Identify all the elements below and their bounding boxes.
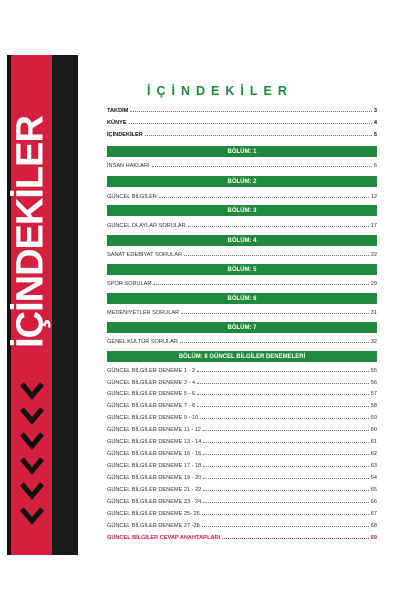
toc-entry[interactable]: GÜNCEL BİLGİLER DENEME 1 - 2 55: [107, 368, 377, 374]
section-header: BÖLÜM: 7: [107, 322, 377, 333]
toc-entry-answer-key[interactable]: GÜNCEL BİLGİLER CEVAP ANAHTARLARI 69: [107, 535, 377, 541]
toc-entry[interactable]: MEDENİYETLER SORULAR 31: [107, 310, 377, 316]
section-header: BÖLÜM: 6: [107, 293, 377, 304]
chevron-down-icon: [20, 430, 44, 454]
sidebar-vertical-title: İÇİNDEKİLER: [9, 116, 52, 348]
toc-entry[interactable]: SPOR SORULAR 29: [107, 281, 377, 287]
section-header: BÖLÜM: 5: [107, 264, 377, 275]
toc-entry[interactable]: İNSAN HAKLARI 6: [107, 163, 377, 169]
sidebar-banner: [7, 55, 78, 555]
chevron-down-icon: [20, 405, 44, 429]
toc-entry[interactable]: GÜNCEL BİLGİLER DENEME 7 - 8 58: [107, 403, 377, 409]
toc-entry[interactable]: GÜNCEL BİLGİLER DENEME 27 -28 68: [107, 523, 377, 529]
section-header: BÖLÜM: 2: [107, 176, 377, 187]
toc-entry[interactable]: SANAT EDEBİYAT SORULAR 22: [107, 252, 377, 258]
page-title: İÇİNDEKİLER: [147, 84, 293, 98]
toc-entry[interactable]: GÜNCEL BİLGİLER DENEME 5 - 6 57: [107, 391, 377, 397]
toc-entry[interactable]: GÜNCEL OLAYLAR SORULAR 17: [107, 223, 377, 229]
chevron-down-icon: [20, 380, 44, 404]
section-header: BÖLÜM: 4: [107, 235, 377, 246]
section-header: BÖLÜM: 3: [107, 205, 377, 216]
toc-entry[interactable]: GÜNCEL BİLGİLER DENEME 13 - 14 61: [107, 439, 377, 445]
toc-entry[interactable]: KÜNYE 4: [107, 120, 377, 126]
chevron-down-icon: [20, 505, 44, 529]
toc-entry[interactable]: GÜNCEL BİLGİLER DENEME 3 - 4 56: [107, 380, 377, 386]
section-header: BÖLÜM: 1: [107, 146, 377, 157]
toc-entry[interactable]: GÜNCEL BİLGİLER DENEME 9 - 10 59: [107, 415, 377, 421]
chevron-down-icon: [20, 480, 44, 504]
toc-entry[interactable]: TAKDİM 3: [107, 108, 377, 114]
toc-entry[interactable]: GÜNCEL BİLGİLER DENEME 25- 26 67: [107, 511, 377, 517]
section-header: BÖLÜM: 8 GÜNCEL BİLGİLER DENEMELERİ: [107, 351, 377, 362]
toc-entry[interactable]: İÇİNDEKİLER 5: [107, 132, 377, 138]
chevron-down-icon: [20, 455, 44, 479]
toc-entry[interactable]: GÜNCEL BİLGİLER DENEME 23 - 24 66: [107, 499, 377, 505]
toc-entry[interactable]: GÜNCEL BİLGİLER DENEME 21 - 22 65: [107, 487, 377, 493]
toc-entry[interactable]: GENEL KÜLTÜR SORULAR 32: [107, 339, 377, 345]
sidebar-dark-strip: [52, 55, 78, 555]
toc-entry[interactable]: GÜNCEL BİLGİLER 12: [107, 194, 377, 200]
toc-entry[interactable]: GÜNCEL BİLGİLER DENEME 19 - 20 64: [107, 475, 377, 481]
toc-entry[interactable]: GÜNCEL BİLGİLER DENEME 11 - 12 60: [107, 427, 377, 433]
toc-entry[interactable]: GÜNCEL BİLGİLER DENEME 15 - 16 62: [107, 451, 377, 457]
toc-entry[interactable]: GÜNCEL BİLGİLER DENEME 17 - 18 63: [107, 463, 377, 469]
toc-page: [7, 55, 391, 555]
